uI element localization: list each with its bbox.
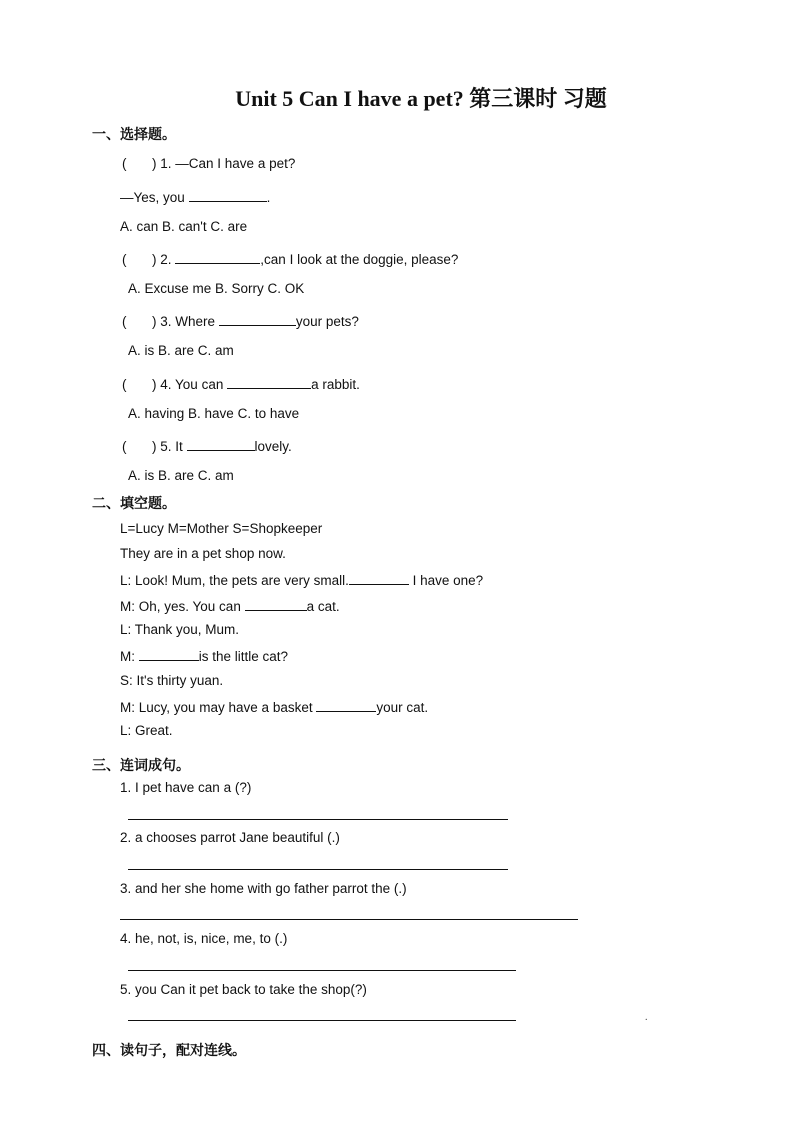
section-4-heading: 四、读句子，配对连线。: [92, 1043, 246, 1059]
scramble-item-2: 2. a chooses parrot Jane beautiful (.): [120, 830, 340, 845]
answer-line[interactable]: [128, 1020, 516, 1021]
answer-paren-close: ): [152, 314, 157, 329]
answer-paren-close: ): [152, 252, 157, 267]
dialogue-line: L=Lucy M=Mother S=Shopkeeper: [120, 521, 323, 536]
dialogue-line: [120, 698, 428, 715]
dialogue-line: L: Thank you, Mum.: [120, 622, 240, 637]
dialogue-text: a cat.: [306, 599, 340, 614]
question-2-text: ,can I look at the doggie, please?: [260, 252, 459, 267]
question-5-text: lovely.: [254, 439, 292, 454]
question-4: [122, 375, 360, 392]
dialogue-text: M: Lucy, you may have a basket: [120, 700, 313, 715]
answer-blank[interactable]: [187, 437, 255, 451]
scramble-item-3: 3. and her she home with go father parrot the (.): [120, 881, 407, 896]
scramble-item-4: 4. he, not, is, nice, me, to (.): [120, 931, 288, 946]
answer-line[interactable]: [128, 970, 516, 971]
question-2-number: 2.: [160, 252, 172, 267]
scramble-item-1: 1. I pet have can a (?): [120, 780, 252, 795]
reply-period: .: [266, 190, 271, 205]
answer-paren-close: ): [152, 377, 157, 392]
question-5-number: 5. It: [160, 439, 183, 454]
dialogue-text: your cat.: [376, 700, 429, 715]
dialogue-line: [120, 647, 288, 664]
question-1: [122, 156, 295, 171]
question-5-options: A. is B. are C. am: [128, 468, 234, 483]
answer-line[interactable]: [128, 869, 508, 870]
answer-blank[interactable]: [227, 375, 311, 389]
page-title: Unit 5 Can I have a pet? 第三课时 习题: [235, 86, 607, 111]
scramble-item-5: 5. you Can it pet back to take the shop(?): [120, 982, 367, 997]
question-4-options: A. having B. have C. to have: [128, 406, 300, 421]
answer-paren-open: (: [122, 439, 127, 454]
answer-blank[interactable]: [139, 647, 199, 661]
answer-blank[interactable]: [219, 312, 296, 326]
dialogue-text: M:: [120, 649, 135, 664]
dialogue-line: [120, 571, 483, 588]
answer-line[interactable]: [120, 919, 578, 920]
dialogue-text: L: Look! Mum, the pets are very small.: [120, 573, 349, 588]
question-4-number: 4. You can: [160, 377, 224, 392]
stray-mark: .: [645, 1012, 648, 1023]
section-3-heading: 三、连词成句。: [92, 758, 190, 774]
question-2-options: A. Excuse me B. Sorry C. OK: [128, 281, 305, 296]
question-1-text: 1. —Can I have a pet?: [160, 156, 296, 171]
answer-blank[interactable]: [189, 188, 267, 202]
dialogue-line: S: It's thirty yuan.: [120, 673, 224, 688]
question-3-options: A. is B. are C. am: [128, 343, 234, 358]
answer-blank[interactable]: [245, 597, 307, 611]
question-1-reply: [120, 188, 270, 205]
answer-paren-open: (: [122, 377, 127, 392]
question-1-options: A. can B. can't C. are: [120, 219, 248, 234]
answer-paren-open: (: [122, 314, 127, 329]
question-3: [122, 312, 359, 329]
section-1-heading: 一、选择题。: [92, 127, 176, 143]
answer-paren-close: ): [152, 156, 157, 171]
answer-blank[interactable]: [175, 250, 260, 264]
answer-blank[interactable]: [316, 698, 376, 712]
dialogue-line: They are in a pet shop now.: [120, 546, 286, 561]
answer-blank[interactable]: [349, 571, 409, 585]
dialogue-line: [120, 597, 340, 614]
dialogue-text: is the little cat?: [198, 649, 289, 664]
dialogue-text: M: Oh, yes. You can: [120, 599, 241, 614]
question-4-text: a rabbit.: [311, 377, 360, 392]
section-2-heading: 二、填空题。: [92, 496, 176, 512]
answer-paren-open: (: [122, 156, 127, 171]
dialogue-line: L: Great.: [120, 723, 173, 738]
question-2: [122, 250, 458, 267]
answer-line[interactable]: [128, 819, 508, 820]
question-3-text: your pets?: [295, 314, 359, 329]
dialogue-text: I have one?: [408, 573, 484, 588]
question-5: [122, 437, 292, 454]
answer-paren-close: ): [152, 439, 157, 454]
question-3-number: 3. Where: [160, 314, 216, 329]
answer-paren-open: (: [122, 252, 127, 267]
reply-text: —Yes, you: [120, 190, 185, 205]
